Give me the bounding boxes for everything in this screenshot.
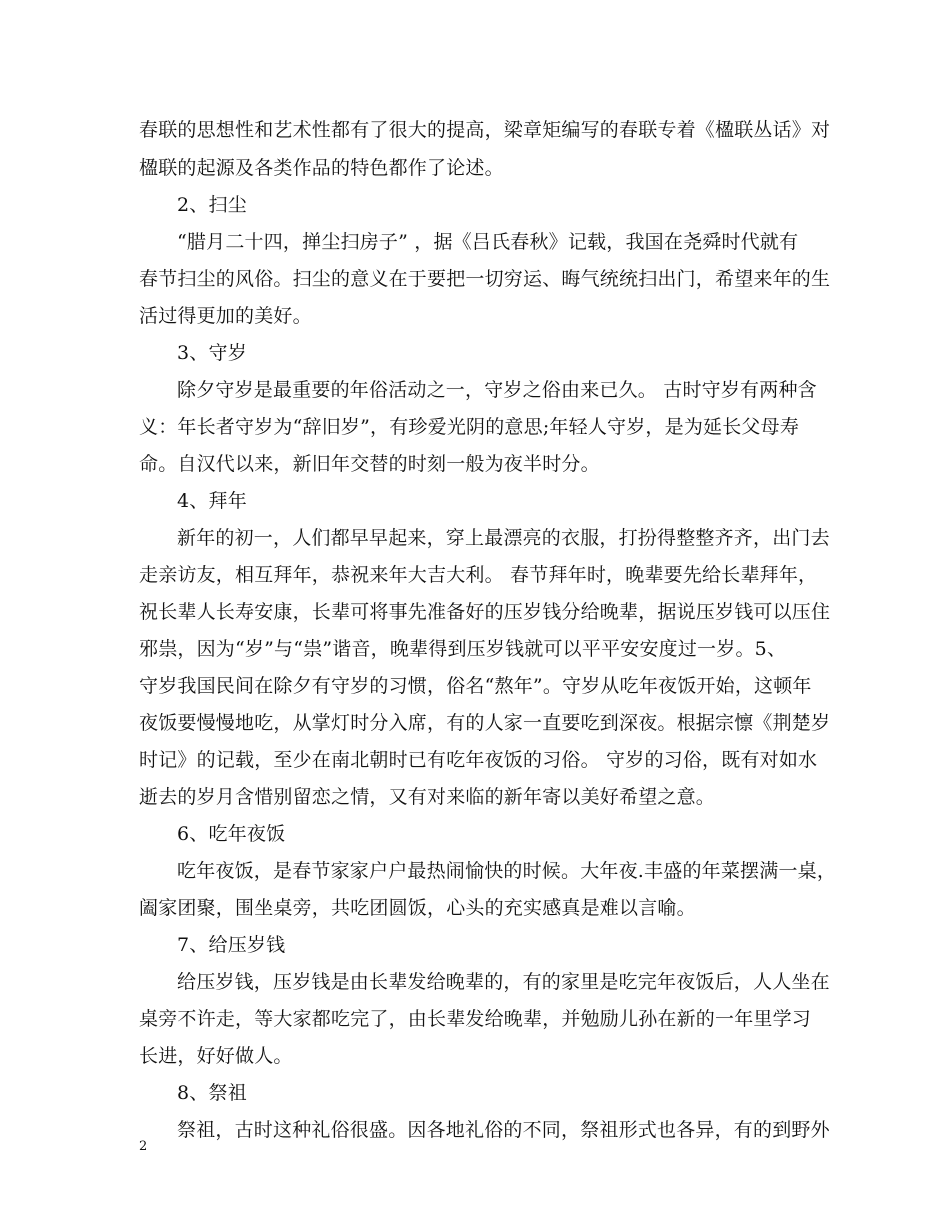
- section-heading: 7、给压岁钱: [177, 934, 286, 956]
- body-text-line: 时记》的记载，至少在南北朝时已有吃年夜饭的习俗。 守岁的习俗，既有对如水: [139, 749, 818, 771]
- body-text-line: “腊月二十四，掸尘扫房子” ，据《吕氏春秋》记载，我国在尧舜时代就有: [177, 231, 799, 253]
- section-heading: 3、守岁: [177, 342, 247, 364]
- body-text-line: 桌旁不许走，等大家都吃完了，由长辈发给晚辈，并勉励儿孙在新的一年里学习: [139, 1008, 812, 1030]
- body-text-line: 夜饭要慢慢地吃，从掌灯时分入席，有的人家一直要吃到深夜。根据宗懔《荆楚岁: [139, 712, 831, 734]
- section-heading: 4、拜年: [177, 490, 247, 512]
- body-text-line: 守岁我国民间在除夕有守岁的习惯，俗名“熬年”。守岁从吃年夜饭开始，这顿年: [139, 675, 812, 697]
- body-text-line: 吃年夜饭，是春节家家户户最热闹愉快的时候。大年夜.丰盛的年菜摆满一桌，: [177, 860, 837, 882]
- body-text-line: 邪祟，因为“岁”与“祟”谐音，晚辈得到压岁钱就可以平平安安度过一岁。5、: [139, 638, 787, 660]
- body-text-line: 命。自汉代以来，新旧年交替的时刻一般为夜半时分。: [139, 453, 600, 475]
- page-number: 2: [139, 1139, 148, 1154]
- section-heading: 8、祭祖: [177, 1082, 247, 1104]
- section-heading: 6、吃年夜饭: [177, 823, 286, 845]
- body-text-line: 阖家团聚，围坐桌旁，共吃团圆饭，心头的充实感真是难以言喻。: [139, 897, 696, 919]
- body-text-line: 逝去的岁月含惜别留恋之情，又有对来临的新年寄以美好希望之意。: [139, 786, 716, 808]
- body-text-line: 义：年长者守岁为“辞旧岁”，有珍爱光阴的意思;年轻人守岁，是为延长父母寿: [139, 416, 800, 438]
- body-text-line: 祝长辈人长寿安康，长辈可将事先准备好的压岁钱分给晚辈，据说压岁钱可以压住: [139, 601, 831, 623]
- body-text-line: 走亲访友，相互拜年，恭祝来年大吉大利。 春节拜年时，晚辈要先给长辈拜年，: [139, 564, 818, 586]
- body-text-line: 给压岁钱，压岁钱是由长辈发给晚辈的，有的家里是吃完年夜饭后，人人坐在: [177, 971, 830, 993]
- section-heading: 2、扫尘: [177, 194, 247, 216]
- body-text-line: 春联的思想性和艺术性都有了很大的提高，梁章矩编写的春联专着《楹联丛话》对: [139, 119, 831, 141]
- body-text-line: 祭祖，古时这种礼俗很盛。因各地礼俗的不同，祭祖形式也各异，有的到野外: [177, 1119, 830, 1141]
- body-text-line: 活过得更加的美好。: [139, 305, 312, 327]
- body-text-line: 楹联的起源及各类作品的特色都作了论述。: [139, 157, 504, 179]
- body-text-line: 新年的初一，人们都早早起来，穿上最漂亮的衣服，打扮得整整齐齐，出门去: [177, 527, 830, 549]
- body-text-line: 除夕守岁是最重要的年俗活动之一，守岁之俗由来已久。 古时守岁有两种含: [177, 379, 817, 401]
- body-text-line: 春节扫尘的风俗。扫尘的意义在于要把一切穷运、晦气统统扫出门，希望来年的生: [139, 268, 831, 290]
- body-text-line: 长进，好好做人。: [139, 1045, 293, 1067]
